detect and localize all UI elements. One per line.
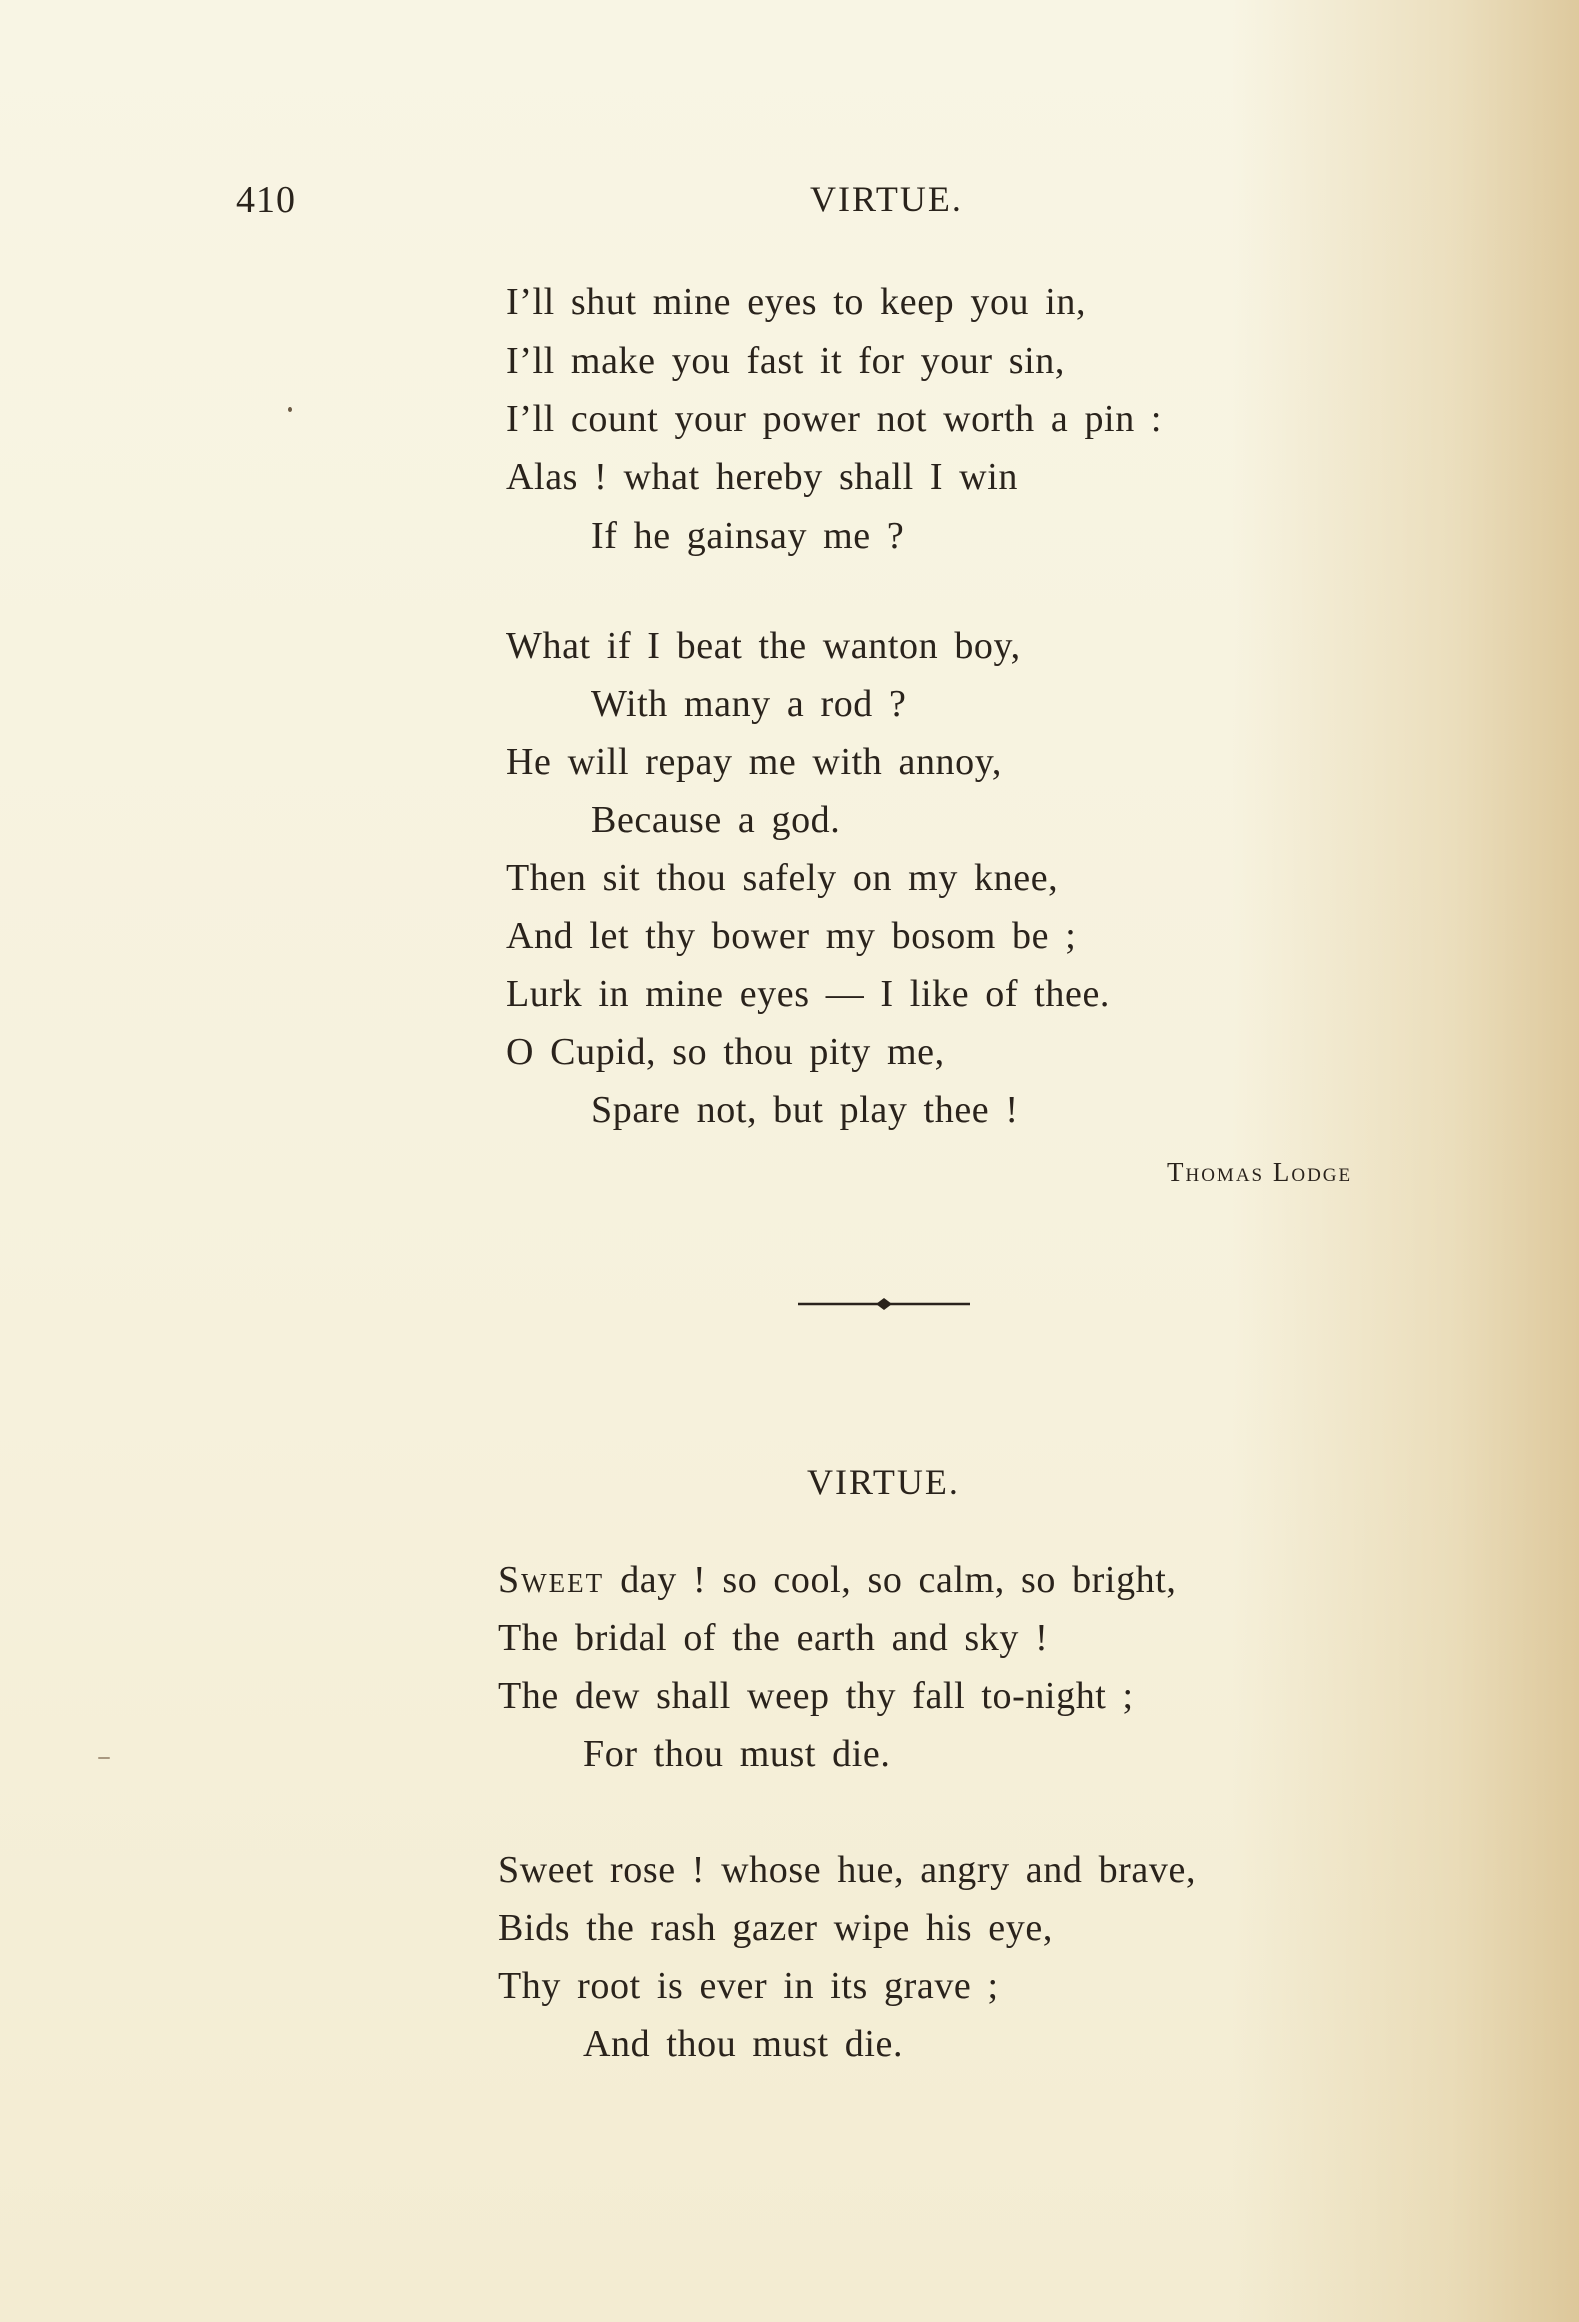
poem-line [498,1561,1177,1599]
poem-line: Sweet rose ! whose hue, angry and brave, [498,1849,1197,1891]
poem-line: And let thy bower my bosom be ; [506,915,1077,957]
poem-line: I’ll shut mine eyes to keep you in, [506,281,1087,323]
poem-line: Because a god. [591,799,841,841]
paper-speck [288,407,292,412]
poem-line: If he gainsay me ? [591,515,905,557]
poem-line: O Cupid, so thou pity me, [506,1031,945,1073]
author-attribution: Thomas Lodge [1167,1157,1353,1187]
poem-line: For thou must die. [583,1733,891,1775]
running-title: VIRTUE. [810,179,963,219]
poem-line: Lurk in mine eyes — I like of thee. [506,973,1111,1015]
poem-line: The bridal of the earth and sky ! [498,1617,1049,1659]
poem-line: With many a rod ? [591,683,907,725]
drop-word: Sweet [498,1559,605,1601]
poem-line: Alas ! what hereby shall I win [506,456,1018,498]
poem-line: Then sit thou safely on my knee, [506,857,1059,899]
poem-line: Thy root is ever in its grave ; [498,1965,999,2007]
poem-line: I’ll count your power not worth a pin : [506,398,1163,440]
poem-line-text: day ! so cool, so calm, so bright, [604,1559,1177,1601]
poem-line: Spare not, but play thee ! [591,1089,1019,1131]
poem-line: I’ll make you fast it for your sin, [506,340,1066,382]
running-head [0,178,1579,228]
paper-speck [98,1757,110,1759]
poem-line: And thou must die. [583,2023,904,2065]
poem-title: VIRTUE. [807,1462,960,1502]
page-number: 410 [236,179,296,221]
section-divider-ornament [798,1296,970,1312]
poem-line: He will repay me with annoy, [506,741,1002,783]
poem-line: The dew shall weep thy fall to-night ; [498,1675,1134,1717]
poem-line: Bids the rash gazer wipe his eye, [498,1907,1053,1949]
poem-line: What if I beat the wanton boy, [506,625,1021,667]
